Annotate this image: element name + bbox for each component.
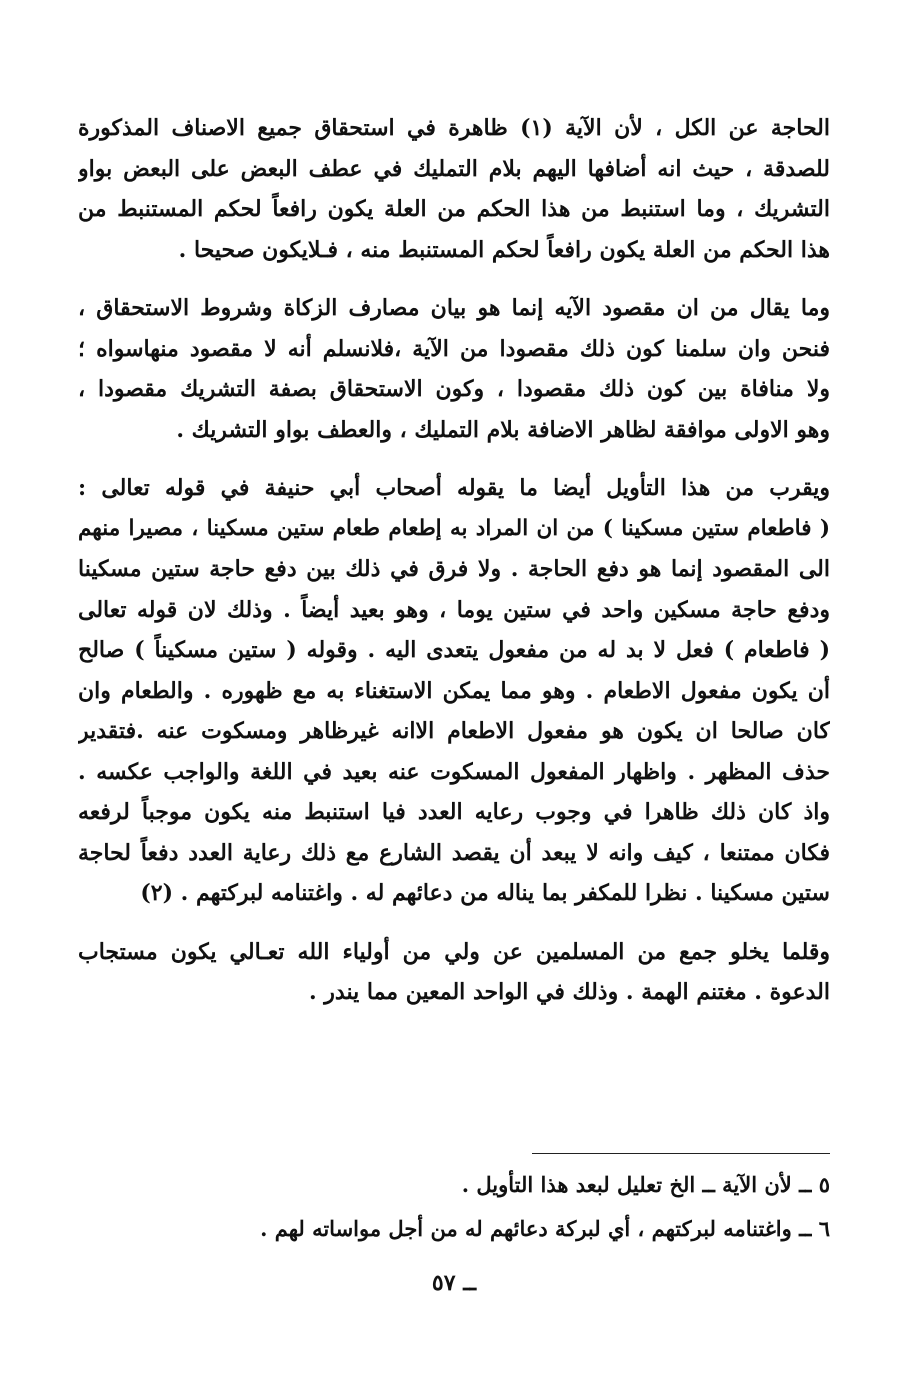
text-line: الحاجة عن الكل ، لأن الآية (١) ظاهرة في استحقاق جميع الاصناف المذكورة (78, 115, 830, 141)
text-line: ( فاطعام ) فعل لا بد له من مفعول يتعدى اليه . وقوله ( ستين مسكيناً ) صالح (78, 637, 830, 663)
text-line: هذا الحكم من العلة يكون رافعاً لحكم المستنبط منه ، فـلايكون صحيحا . (178, 236, 830, 263)
text-line: وقلما يخلو جمع من المسلمين عن ولي من أولياء الله تعـالي يكون مستجاب (78, 938, 830, 965)
text-line: حذف المظهر . واظهار المفعول المسكوت عنه بعيد في اللغة والواجب عكسه . (78, 758, 830, 785)
footnote-separator (532, 1153, 830, 1154)
text-line: الى المقصود إنما هو دفع الحاجة . ولا فرق في ذلك بين دفع حاجة ستين مسكينا (78, 556, 830, 582)
footnote: ٥ ــ لأن الآية ــ الخ تعليل لبعد هذا التأويل . (461, 1172, 830, 1197)
text-line: أن يكون مفعول الاطعام . وهو مما يمكن الاستغناء به مع ظهوره . والطعام وان (78, 677, 830, 704)
text-line: ( فاطعام ستين مسكينا ) من ان المراد به إطعام طعام ستين مسكينا ، مصيرا منهم (78, 515, 830, 541)
text-line: واذ كان ذلك ظاهرا في وجوب رعايه العدد فيا استنبط منه يكون موجباً لرفعه (78, 799, 830, 825)
text-line: التشريك ، وما استنبط من هذا الحكم من العلة يكون رافعاً لحكم المستنبط من (78, 196, 830, 222)
paragraph-2 (78, 288, 830, 450)
footnote: ٦ ــ واغتنامه لبركتهم ، أي لبركة دعائهم له من أجل مواساته لهم . (260, 1216, 830, 1241)
text-line: فنحن وان سلمنا كون ذلك مقصودا من الآية ،فلانسلم أنه لا مقصود منهاسواه ؛ (78, 335, 830, 362)
text-line: ويقرب من هذا التأويل أيضا ما يقوله أصحاب أبي حنيفة في قوله تعالى : (78, 475, 830, 501)
text-line: وهو الاولى موافقة لظاهر الاضافة بلام التمليك ، والعطف بواو التشريك . (176, 416, 830, 443)
text-line: وما يقال من ان مقصود الآيه إنما هو بيان مصارف الزكاة وشروط الاستحقاق ، (78, 295, 830, 321)
text-line: ودفع حاجة مسكين واحد في ستين يوما ، وهو بعيد أيضاً . وذلك لان قوله تعالى (78, 596, 830, 623)
text-line: فكان ممتنعا ، كيف وانه لا يبعد أن يقصد الشارع مع ذلك رعاية العدد دفعاً لحاجة (78, 839, 830, 866)
paragraph-4 (78, 932, 830, 1013)
text-line: كان صالحا ان يكون هو مفعول الاطعام الاانه غيرظاهر ومسكوت عنه .فتقدير (78, 718, 830, 744)
text-line: الدعوة . مغتنم الهمة . وذلك في الواحد المعين مما يندر . (308, 979, 830, 1005)
text-line: ولا منافاة بين كون ذلك مقصودا ، وكون الاستحقاق بصفة التشريك مقصودا ، (78, 376, 830, 402)
paragraph-gap (78, 450, 830, 468)
text-line: ستين مسكينا . نظرا للمكفر بما يناله من دعائهم له . واغتنامه لبركتهم . (٢) (140, 880, 830, 906)
paragraph-3 (78, 468, 830, 914)
paragraph-1 (78, 108, 830, 270)
document-page (78, 108, 830, 1348)
paragraph-gap (78, 270, 830, 288)
page-number: ــ ٥٧ (431, 1270, 477, 1296)
text-line: للصدقة ، حيث انه أضافها اليهم بلام التمليك في عطف البعض على البعض بواو (78, 155, 830, 182)
paragraph-gap (78, 914, 830, 932)
footnotes (78, 1163, 830, 1251)
